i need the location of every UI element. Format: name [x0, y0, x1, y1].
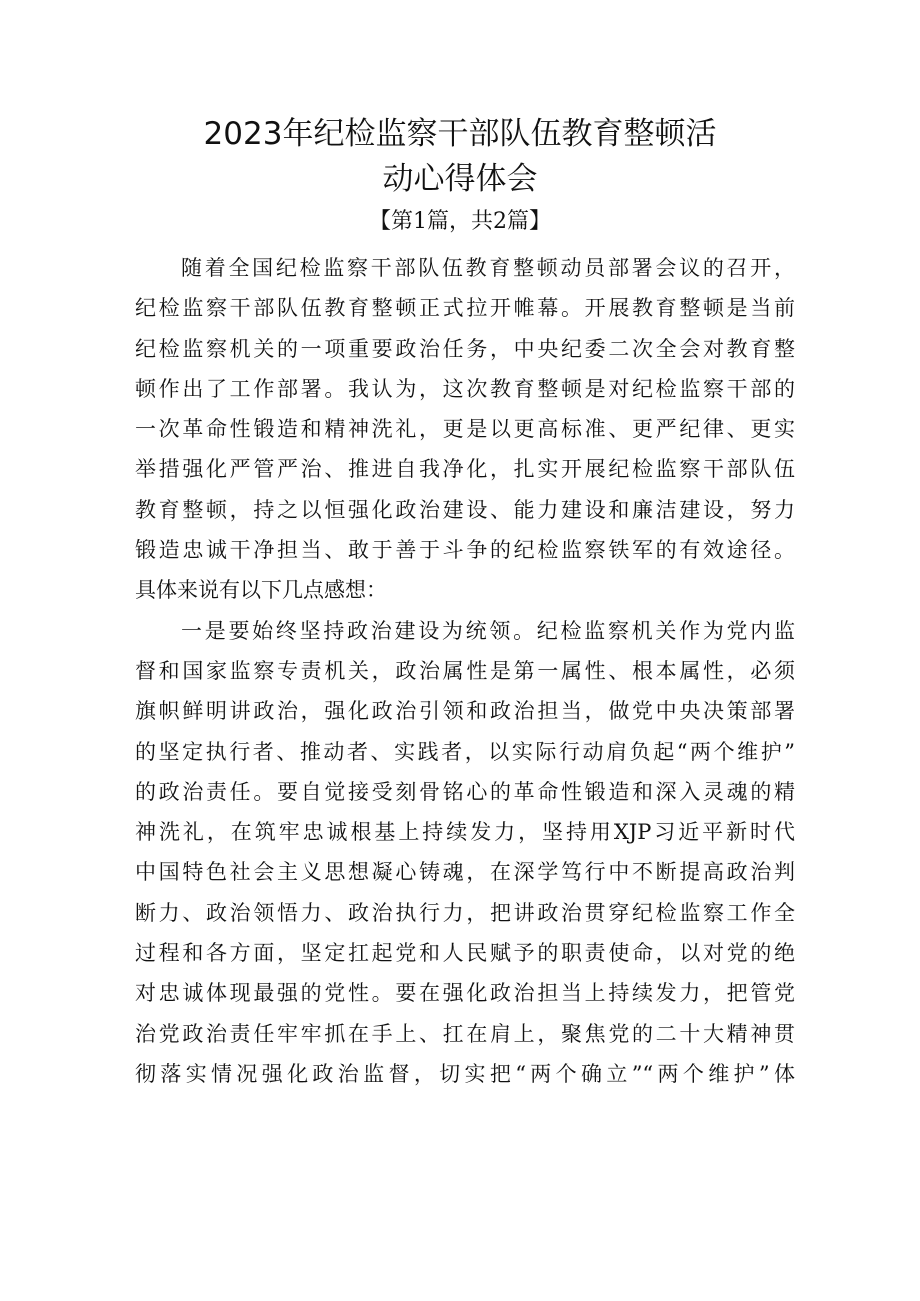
- paragraph-line: 顿作出了工作部署。我认为，这次教育整顿是对纪检监察干部的: [135, 376, 795, 401]
- paragraph-line: 纪检监察机关的一项重要政治任务，中央纪委二次全会对教育整: [135, 336, 795, 361]
- paragraph-line: 彻落实情况强化政治监督，切实把“两个确立”“两个维护”体: [135, 1061, 795, 1086]
- paragraph-line: 神洗礼，在筑牢忠诚根基上持续发力，坚持用XJP习近平新时代: [135, 820, 795, 845]
- paragraph-line: 的坚定执行者、推动者、实践者，以实际行动肩负起“两个维护”: [135, 739, 795, 764]
- paragraph-line: 教育整顿，持之以恒强化政治建设、能力建设和廉洁建设，努力: [135, 497, 795, 522]
- paragraph-line: 中国特色社会主义思想凝心铸魂，在深学笃行中不断提高政治判: [135, 860, 795, 885]
- paragraph-line: 治党政治责任牢牢抓在手上、扛在肩上，聚焦党的二十大精神贯: [135, 1021, 795, 1046]
- paragraph-line: 举措强化严管严治、推进自我净化，扎实开展纪检监察干部队伍: [135, 457, 795, 482]
- document-title: [0, 112, 920, 202]
- document-body: [135, 248, 795, 1094]
- paragraph-line: 对忠诚体现最强的党性。要在强化政治担当上持续发力，把管党: [135, 981, 795, 1006]
- document-subtitle: 【第1篇，共2篇】: [369, 209, 551, 234]
- title-line-2: 动心得体会: [382, 161, 538, 197]
- paragraph-line: 过程和各方面，坚定扛起党和人民赋予的职责使命，以对党的绝: [135, 941, 795, 966]
- paragraph-line: 纪检监察干部队伍教育整顿正式拉开帷幕。开展教育整顿是当前: [135, 296, 795, 321]
- paragraph-line: 随着全国纪检监察干部队伍教育整顿动员部署会议的召开，: [181, 256, 795, 280]
- paragraph-line: 一次革命性锻造和精神洗礼，更是以更高标准、更严纪律、更实: [135, 417, 795, 442]
- paragraph-line: 具体来说有以下几点感想：: [135, 578, 387, 603]
- paragraph-line: 督和国家监察专责机关，政治属性是第一属性、根本属性，必须: [135, 658, 795, 683]
- paragraph-line: 一是要始终坚持政治建设为统领。纪检监察机关作为党内监: [181, 618, 795, 643]
- title-line-1: 2023年纪检监察干部队伍教育整顿活: [203, 116, 717, 152]
- paragraph-line: 断力、政治领悟力、政治执行力，把讲政治贯穿纪检监察工作全: [135, 900, 795, 925]
- paragraph-line: 锻造忠诚干净担当、敢于善于斗争的纪检监察铁军的有效途径。: [135, 538, 795, 563]
- paragraph-line: 的政治责任。要自觉接受刻骨铭心的革命性锻造和深入灵魂的精: [135, 779, 795, 804]
- paragraph-line: 旗帜鲜明讲政治，强化政治引领和政治担当，做党中央决策部署: [135, 699, 795, 724]
